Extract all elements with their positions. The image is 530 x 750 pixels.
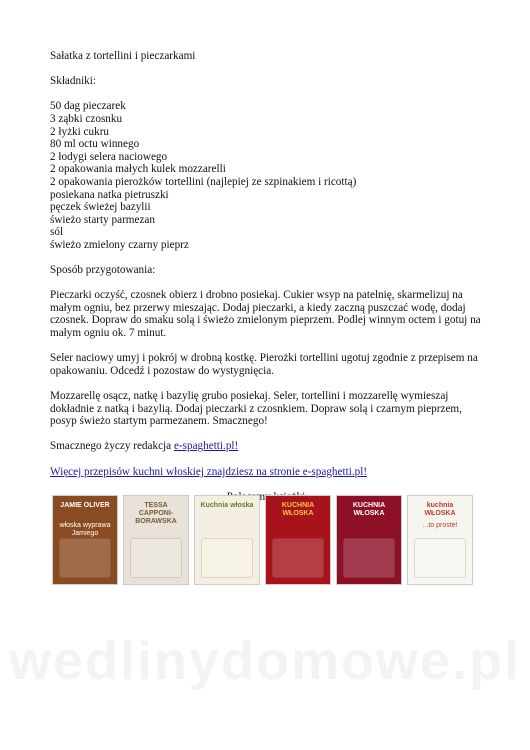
ingredient-item: sól — [50, 226, 64, 239]
ingredient-item: 3 ząbki czosnku — [50, 112, 123, 125]
step-2: Seler naciowy umyj i pokrój w drobną kostkę. Pierożki tortellini ugotuj zgodnie z przepisem na opakowaniu. Odcedź i pozostaw do wystygnięcia. — [50, 352, 478, 377]
ingredient-item: 2 łodygi selera naciowego — [50, 150, 168, 163]
book-cover-2[interactable] — [123, 495, 189, 585]
book-subtitle-text: ...to proste! — [422, 522, 458, 529]
watermark: wedlinydomowe.pl — [8, 631, 522, 691]
recipe-document — [50, 50, 485, 503]
ingredient-item: 50 dag pieczarek — [50, 100, 126, 113]
book-cover-art — [201, 538, 253, 578]
book-title-text: JAMIE OLIVER — [60, 502, 110, 509]
e-spaghetti-link[interactable]: e-spaghetti.pl! — [173, 440, 239, 453]
ingredient-item: 80 ml octu winnego — [50, 138, 140, 151]
book-cover-art — [343, 538, 395, 578]
book-cover-3[interactable] — [194, 495, 260, 585]
book-title-text: TESSA CAPPONI-BORAWSKA — [135, 502, 177, 525]
ingredient-item: posiekana natka pietruszki — [50, 188, 169, 201]
book-title-text: Kuchnia włoska — [200, 502, 254, 509]
book-cover-art — [59, 538, 111, 578]
ingredient-item: świeżo starty parmezan — [50, 213, 155, 226]
ingredients-list — [50, 100, 485, 251]
step-3: Mozzarellę osącz, natkę i bazylię grubo posiekaj. Seler, tortellini i mozzarellę wymieszaj dokładnie z natką i bazylią. Dodaj pieczarki z czosnkiem. Dopraw solą i czarnym pieprzem, posyp świeżo startym parmezanem. Smacznego! — [50, 390, 462, 428]
book-cover-art — [272, 538, 324, 578]
more-recipes-link[interactable]: Więcej przepisów kuchni włoskiej znajdziesz na stronie e-spaghetti.pl! — [50, 465, 368, 478]
book-cover-5[interactable] — [336, 495, 402, 585]
book-title-text: kuchnia WŁOSKA — [424, 502, 456, 517]
book-cover-6[interactable] — [407, 495, 473, 585]
method-heading: Sposób przygotowania: — [50, 264, 156, 277]
book-cover-art — [414, 538, 466, 578]
ingredient-item: 2 łyżki cukru — [50, 125, 110, 138]
ingredient-item: świeżo zmielony czarny pieprz — [50, 238, 189, 251]
sign-off — [50, 440, 485, 453]
sign-off-text: Smacznego życzy redakcja — [50, 440, 174, 453]
book-title-text: KUCHNIA WŁOSKA — [352, 502, 386, 517]
ingredient-item: pęczek świeżej bazylii — [50, 201, 151, 214]
book-cover-1[interactable] — [52, 495, 118, 585]
book-title-text: KUCHNIA WŁOSKA — [281, 502, 315, 517]
book-cover-art — [130, 538, 182, 578]
recipe-title: Sałatka z tortellini i pieczarkami — [50, 50, 196, 62]
book-subtitle-text: włoska wyprawa Jamiego — [59, 522, 111, 537]
book-covers — [52, 495, 482, 587]
book-cover-4[interactable] — [265, 495, 331, 585]
ingredient-item: 2 opakowania pierożków tortellini (najlepiej ze szpinakiem i ricottą) — [50, 175, 357, 188]
step-1: Pieczarki oczyść, czosnek obierz i drobno posiekaj. Cukier wsyp na patelnię, skarmelizuj na małym ogniu, bez przerwy mieszając. Dodaj pieczarki, a kiedy zaczną puszczać wodę, dodaj czosnek. Dopraw do smaku solą i świeżo zmielonym pieprzem. Podlej winnym octem i gotuj na małym ogniu ok. 7 minut. — [50, 289, 481, 340]
ingredient-item: 2 opakowania małych kulek mozzarelli — [50, 163, 226, 176]
ingredients-heading: Składniki: — [50, 75, 96, 88]
